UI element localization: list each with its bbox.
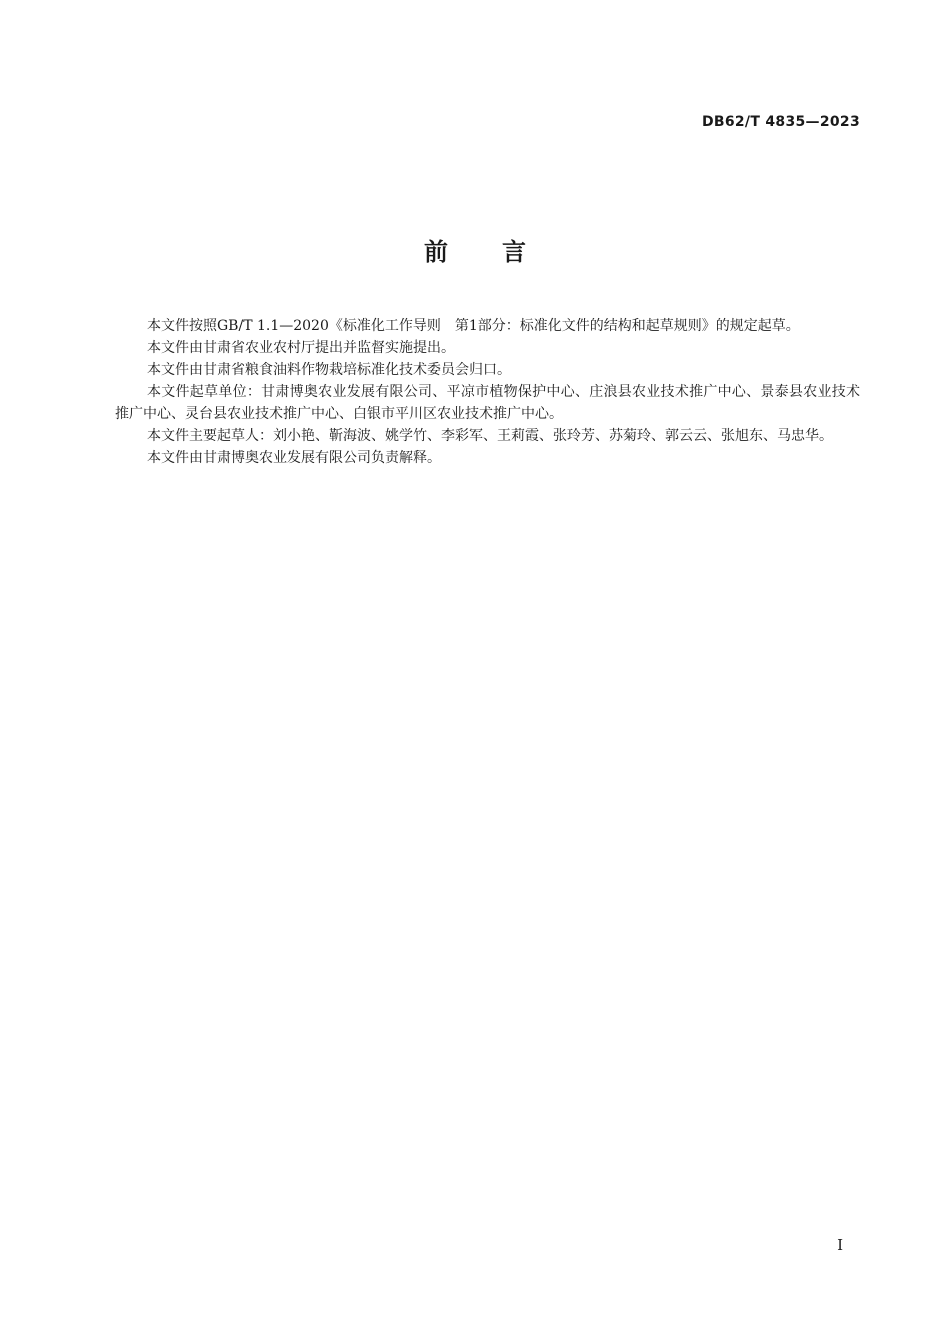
paragraph-centralized-by: 本文件由甘肃省粮食油料作物栽培标准化技术委员会归口。 xyxy=(147,362,511,378)
paragraph-drafting-rules: 本文件按照GB/T 1.1—2020《标准化工作导则 第1部分：标准化文件的结构和起草规则》的规定起草。 xyxy=(147,318,800,334)
paragraph-proposer: 本文件由甘肃省农业农村厅提出并监督实施提出。 xyxy=(147,340,455,356)
paragraph-interpretation: 本文件由甘肃博奥农业发展有限公司负责解释。 xyxy=(147,450,441,466)
paragraph-main-drafters: 本文件主要起草人：刘小艳、靳海波、姚学竹、李彩军、王莉霞、张玲芳、苏菊玲、郭云云、张旭东、马忠华。 xyxy=(147,428,833,444)
page-title: 前言 xyxy=(424,238,580,266)
foreword-body xyxy=(115,315,860,469)
page-number: I xyxy=(837,1236,843,1254)
paragraph-drafting-units: 本文件起草单位：甘肃博奥农业发展有限公司、平凉市植物保护中心、庄浪县农业技术推广中心、景泰县农业技术推广中心、灵台县农业技术推广中心、白银市平川区农业技术推广中心。 xyxy=(115,384,860,422)
document-code: DB62/T 4835—2023 xyxy=(701,114,860,130)
